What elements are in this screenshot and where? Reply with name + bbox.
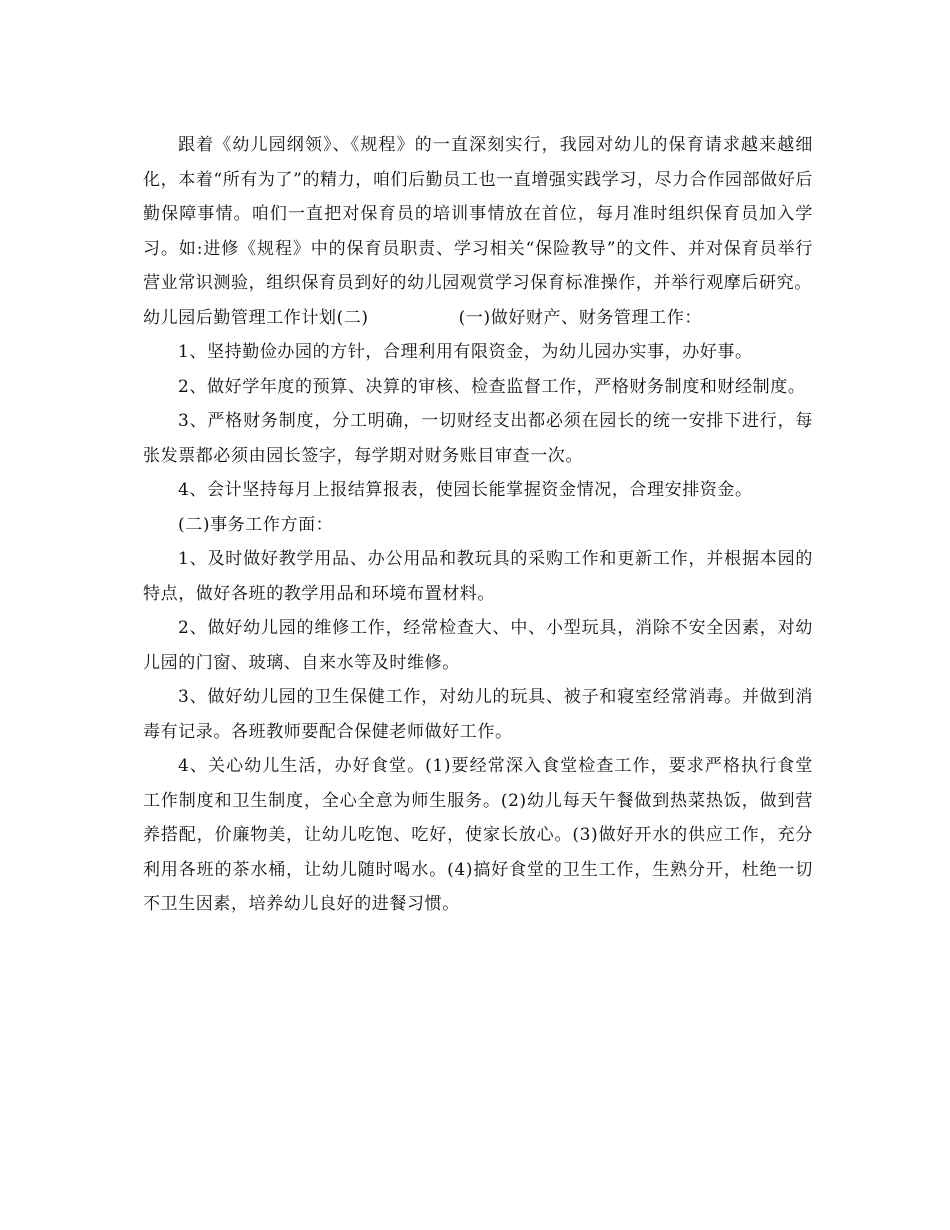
- section1-item: 2、做好学年度的预算、决算的审核、检查监督工作，严格财务制度和财经制度。: [178, 376, 806, 397]
- section1-item: 4、会计坚持每月上报结算报表，使园长能掌握资金情况，合理安排资金。: [178, 480, 753, 500]
- section2-title: (二)事务工作方面：: [178, 514, 334, 535]
- section1-item: 3、严格财务制度，分工明确，一切财经支出都必须在园长的统一安排下进行，每张发票都必须由园长签字，每学期对财务账目审查一次。: [143, 411, 813, 466]
- section2-item: 1、及时做好教学用品、办公用品和教玩具的采购工作和更新工作，并根据本园的特点，做好各班的教学用品和环境布置材料。: [143, 549, 813, 604]
- document-body: [143, 128, 813, 922]
- intro-paragraph: 跟着《幼儿园纲领》、《规程》的一直深刻实行，我园对幼儿的保育请求越来越细化，本着“所有为了”的精力，咱们后勤员工也一直增强实践学习，尽力合作园部做好后勤保障事情。咱们一直把对保育员的培训事情放在首位，每月准时组织保育员加入学习。如:进修《规程》中的保育员职责、学习相关“保险教导”的文件、并对保育员举行营业常识测验，组织保育员到好的幼儿园观赏学习保育标准操作，并举行观摩后研究。: [143, 135, 813, 293]
- section1-title: (一)做好财产、财务管理工作：: [458, 307, 702, 328]
- section1-item: 1、坚持勤俭办园的方针，合理利用有限资金，为幼儿园办实事，办好事。: [178, 342, 753, 362]
- section2-item: 2、做好幼儿园的维修工作，经常检查大、中、小型玩具，消除不安全因素，对幼儿园的门窗、玻璃、自来水等及时维修。: [143, 618, 813, 673]
- section2-item: 4、关心幼儿生活，办好食堂。(1)要经常深入食堂检查工作，要求严格执行食堂工作制度和卫生制度，全心全意为师生服务。(2)幼儿每天午餐做到热菜热饭，做到营养搭配，价廉物美，让幼儿吃饱、吃好，使家长放心。(3)做好开水的供应工作，充分利用各班的茶水桶，让幼儿随时喝水。(4)搞好食堂的卫生工作，生熟分开，杜绝一切不卫生因素，培养幼儿良好的进餐习惯。: [143, 756, 813, 914]
- plan-heading-line: [143, 301, 813, 336]
- plan-title: 幼儿园后勤管理工作计划(二): [143, 307, 369, 328]
- section2-item: 3、做好幼儿园的卫生保健工作，对幼儿的玩具、被子和寝室经常消毒。并做到消毒有记录。各班教师要配合保健老师做好工作。: [143, 687, 813, 742]
